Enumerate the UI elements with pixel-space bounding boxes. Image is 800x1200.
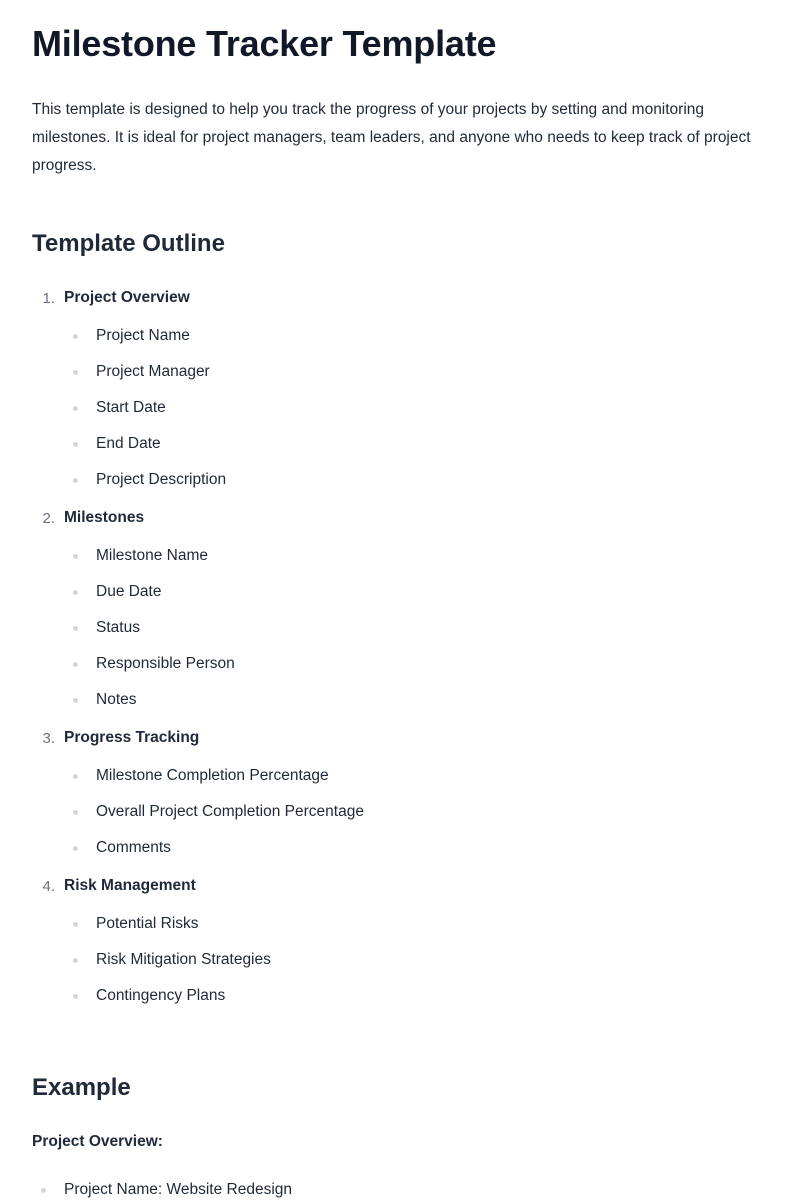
section-title: Project Overview [64, 289, 190, 306]
list-item: Overall Project Completion Percentage [32, 798, 768, 826]
section-items [32, 910, 768, 1010]
outline-list [32, 282, 768, 1018]
bullet-dot-icon [73, 662, 78, 667]
section-number: 4. [42, 877, 55, 895]
bullet-dot-icon [73, 334, 78, 339]
section-items [32, 542, 768, 714]
list-item: Comments [32, 834, 768, 862]
intro-paragraph: This template is designed to help you track the progress of your projects by setting and monitoring milestones. It is ideal for project managers, team leaders, and anyone who needs to keep track of project progress. [32, 101, 751, 174]
bullet-dot-icon [73, 810, 78, 815]
bullet-dot-icon [73, 626, 78, 631]
bullet-dot-icon [73, 922, 78, 927]
section-number: 3. [42, 729, 55, 747]
page-title: Milestone Tracker Template [32, 23, 497, 64]
bullet-dot-icon [73, 590, 78, 595]
section-items [32, 762, 768, 862]
bullet-dot-icon [73, 442, 78, 447]
bullet-dot-icon [73, 406, 78, 411]
bullet-dot-icon [41, 1188, 46, 1193]
list-item: Status [32, 614, 768, 642]
outline-heading: Template Outline [32, 230, 225, 257]
list-item: Project Manager [32, 358, 768, 386]
section-number: 1. [42, 289, 55, 307]
list-item: Milestone Name [32, 542, 768, 570]
example-subheading: Project Overview: [32, 1133, 163, 1150]
outline-section-risk-management [32, 870, 768, 1010]
list-item: Risk Mitigation Strategies [32, 946, 768, 974]
section-items [32, 322, 768, 494]
list-item: Contingency Plans [32, 982, 768, 1010]
section-title: Risk Management [64, 877, 196, 894]
outline-section-milestones [32, 502, 768, 714]
outline-section-project-overview [32, 282, 768, 494]
example-heading: Example [32, 1074, 131, 1101]
bullet-dot-icon [73, 958, 78, 963]
list-item: Notes [32, 686, 768, 714]
list-item: Milestone Completion Percentage [32, 762, 768, 790]
outline-section-progress-tracking [32, 722, 768, 862]
bullet-dot-icon [73, 774, 78, 779]
list-item: Responsible Person [32, 650, 768, 678]
section-number: 2. [42, 509, 55, 527]
section-title: Progress Tracking [64, 729, 200, 746]
section-title: Milestones [64, 509, 145, 526]
list-item: Project Name [32, 322, 768, 350]
bullet-dot-icon [73, 846, 78, 851]
list-item: Project Description [32, 466, 768, 494]
bullet-dot-icon [73, 698, 78, 703]
bullet-dot-icon [73, 994, 78, 999]
bullet-dot-icon [73, 370, 78, 375]
bullet-dot-icon [73, 478, 78, 483]
list-item: Due Date [32, 578, 768, 606]
list-item: Start Date [32, 394, 768, 422]
list-item: End Date [32, 430, 768, 458]
list-item: Project Name: Website Redesign [32, 1176, 768, 1200]
example-list [32, 1176, 768, 1200]
bullet-dot-icon [73, 554, 78, 559]
list-item: Potential Risks [32, 910, 768, 938]
